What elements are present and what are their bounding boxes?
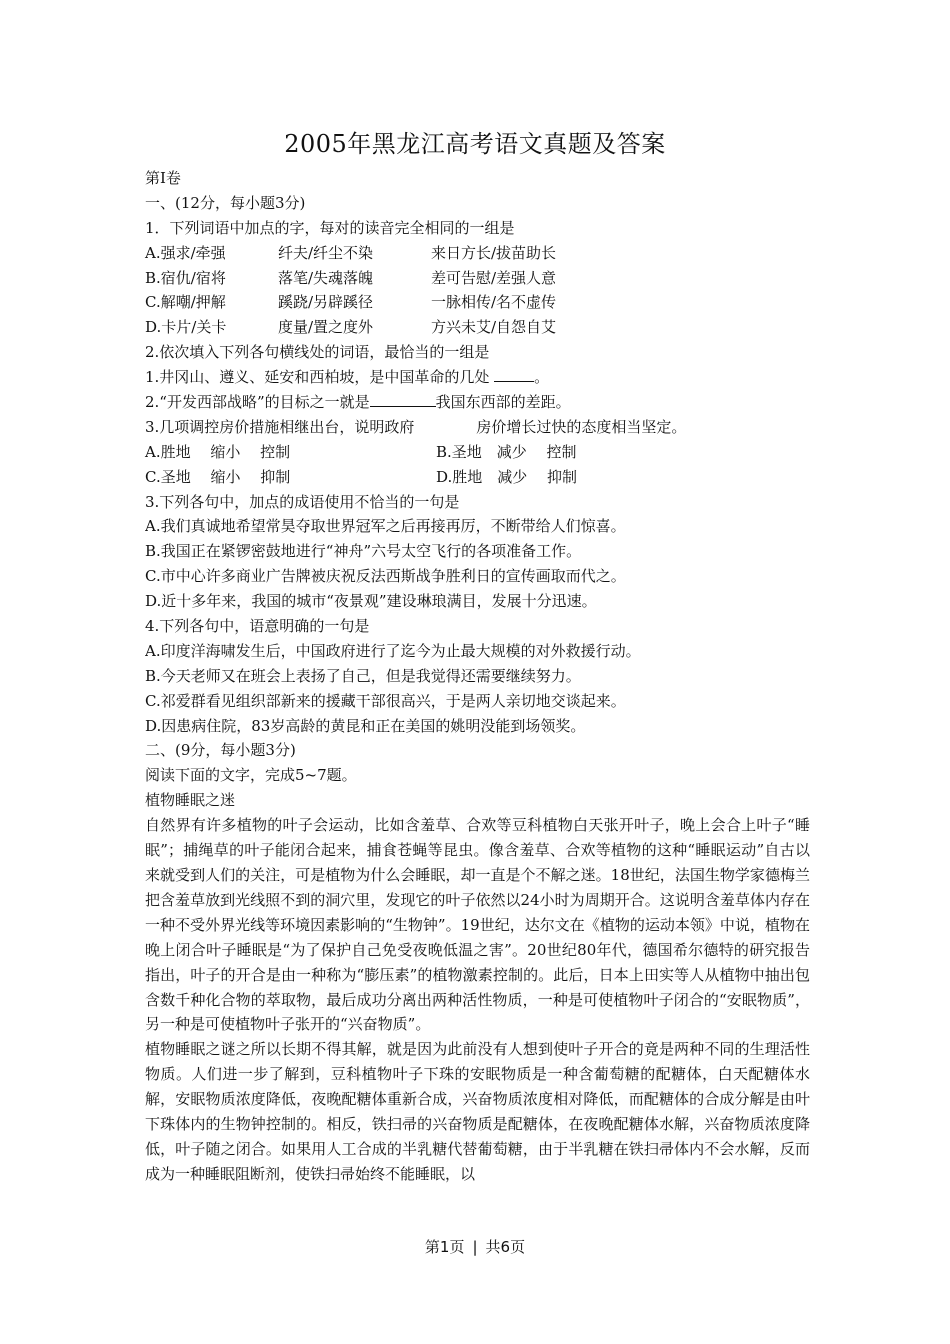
q1-d-col3: 方兴未艾/自怨自艾 [431,318,557,337]
q4-option-a: A.印度洋海啸发生后，中国政府进行了迄今为止最大规模的对外救援行动。 [145,641,641,660]
footer-total-pages: 共6页 [485,1238,526,1256]
q1-option-a [145,241,810,266]
q3-option-a: A.我们真诚地希望常昊夺取世界冠军之后再接再厉，不断带给人们惊喜。 [145,517,626,536]
q1-b-col2: 落笔/失魂落魄 [278,268,374,287]
q3-stem: 3.下列各句中，加点的成语使用不恰当的一句是 [145,492,460,511]
q1-b-col3: 差可告慰/差强人意 [431,268,557,287]
footer-separator: | [472,1238,478,1256]
part1-heading: 一、(12分，每小题3分) [145,193,306,212]
q2-sentence-1 [145,365,810,390]
q2-s2-end: 我国东西部的差距。 [435,393,571,412]
q1-a-col1: A.强求/牵强 [145,243,226,262]
passage-paragraph-1: 自然界有许多植物的叶子会运动，比如含羞草、合欢等豆科植物白天张开叶子，晚上会合上叶子“睡眠”；捕绳草的叶子能闭合起来，捕食苍蝇等昆虫。像含羞草、合欢等植物的这种“睡眠运动”自古以来就受到人们的关注，可是植物为什么会睡眠，却一直是个不解之迷。18世纪，法国生物学家德梅兰把含羞草放到光线照不到的洞穴里，发现它的叶子依然以24小时为周期开合。这说明含羞草体内存在一种不受外界光线等环境因素影响的“生物钟”。19世纪，达尔文在《植物的运动本领》中说，植物在晚上闭合叶子睡眠是“为了保护自己免受夜晚低温之害”。20世纪80年代，德国希尔德特的研究报告指出，叶子的开合是由一种称为“膨压素”的植物激素控制的。此后，日本上田实等人从植物中抽出包含数千种化合物的萃取物，最后成功分离出两种活性物质，一种是可使植物叶子闭合的“安眠物质”，另一种是可使植物叶子张开的“兴奋物质”。 [145,816,810,1034]
q2-options-row1 [145,440,810,465]
section-volume: 第Ⅰ卷 [145,169,181,187]
q2-option-d: D.胜地 减少 抑制 [436,467,578,486]
q2-sentence-3 [145,415,810,440]
q1-b-col1: B.宿仇/宿将 [145,268,226,287]
q2-s2-blank [370,392,436,407]
page-footer [0,1236,950,1257]
document-body [145,166,810,1187]
q4-stem: 4.下列各句中，语意明确的一句是 [145,617,370,636]
q4-option-b: B.今天老师又在班会上表扬了自己，但是我觉得还需要继续努力。 [145,666,581,685]
q2-options-row2 [145,465,810,490]
part2-heading: 二、(9分，每小题3分) [145,741,296,760]
q2-s3-end: 房价增长过快的态度相当坚定。 [476,417,687,436]
q2-option-c: C.圣地 缩小 抑制 [145,467,291,486]
q3-option-d: D.近十多年来，我国的城市“夜景观”建设琳琅满目，发展十分迅速。 [145,592,597,611]
q2-option-a: A.胜地 缩小 控制 [145,442,291,461]
q1-option-c [145,290,810,315]
q1-option-d [145,315,810,340]
q1-a-col3: 来日方长/拔苗助长 [431,243,557,262]
q2-s1-text: 1.井冈山、遵义、延安和西柏坡，是中国革命的几处 [145,368,490,387]
q3-option-c: C.市中心许多商业广告牌被庆祝反法西斯战争胜利日的宣传画取而代之。 [145,567,626,586]
q1-c-col3: 一脉相传/名不虚传 [431,293,557,312]
q3-option-b: B.我国正在紧锣密鼓地进行“神舟”六号太空飞行的各项准备工作。 [145,542,582,561]
q2-s2-text: 2.“开发西部战略”的目标之一就是 [145,393,370,412]
q4-option-c: C.祁爱群看见组织部新来的援藏干部很高兴，于是两人亲切地交谈起来。 [145,691,626,710]
q1-stem: 1．下列词语中加点的字，每对的读音完全相同的一组是 [145,218,515,237]
q2-s1-end: 。 [534,368,550,387]
q1-c-col2: 蹊跷/另辟蹊径 [278,293,374,312]
q1-c-col1: C.解嘲/押解 [145,293,226,312]
q4-option-d: D.因患病住院，83岁高龄的黄昆和正在美国的姚明没能到场领奖。 [145,716,586,735]
q1-a-col2: 纤夫/纤尘不染 [278,243,374,262]
passage-title: 植物睡眠之迷 [145,791,236,810]
q2-s3-text: 3.几项调控房价措施相继出台，说明政府 [145,417,415,436]
q2-option-b: B.圣地 减少 控制 [436,442,577,461]
q1-d-col1: D.卡片/关卡 [145,318,227,337]
q1-d-col2: 度量/置之度外 [278,318,374,337]
passage-paragraph-2: 植物睡眠之谜之所以长期不得其解，就是因为此前没有人想到使叶子开合的竟是两种不同的生理活性物质。人们进一步了解到，豆科植物叶子下珠的安眠物质是一种含葡萄糖的配糖体，白天配糖体水解，安眠物质浓度降低，夜晚配糖体重新合成，兴奋物质浓度相对降低，而配糖体的合成分解是由叶下珠体内的生物钟控制的。相反，铁扫帚的兴奋物质是配糖体，在夜晚配糖体水解，兴奋物质浓度降低，叶子随之闭合。如果用人工合成的半乳糖代替葡萄糖，由于半乳糖在铁扫帚体内不会水解，反而成为一种睡眠阻断剂，使铁扫帚始终不能睡眠，以 [145,1040,810,1183]
q2-s1-blank [494,367,534,382]
q1-option-b [145,266,810,291]
part2-instruction: 阅读下面的文字，完成5~7题。 [145,766,357,785]
q2-sentence-2 [145,390,810,415]
document-title: 2005年黑龙江高考语文真题及答案 [284,130,666,158]
footer-page-number: 第1页 [424,1238,465,1256]
q2-stem: 2.依次填入下列各句横线处的词语，最恰当的一组是 [145,343,490,362]
